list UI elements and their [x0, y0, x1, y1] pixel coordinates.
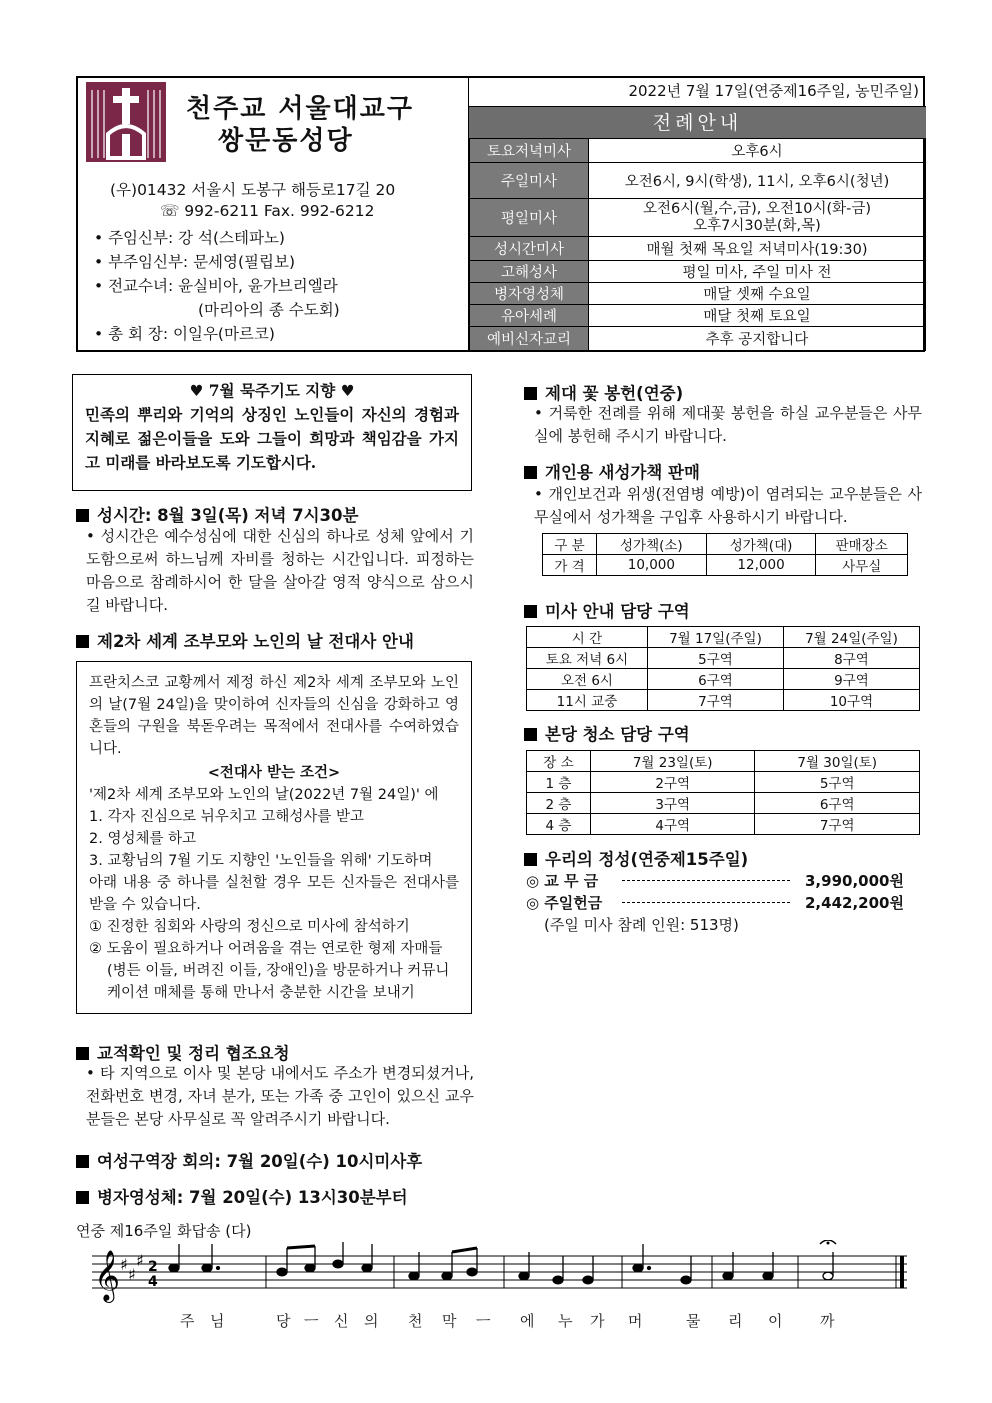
offering-sunday-value: 2,442,200원: [805, 894, 904, 912]
bullet-square-icon: [524, 853, 537, 866]
bullet-square-icon: [76, 635, 89, 648]
cell: 6구역: [755, 793, 920, 814]
lyric: 물: [686, 1312, 701, 1330]
option-1: ① 진정한 침회와 사랑의 정신으로 미사에 참석하기: [89, 919, 410, 935]
row-value: 매달 셋째 수요일: [589, 283, 926, 305]
attendance-note: (주일 미사 참례 인원: 513명): [544, 916, 739, 934]
indulgence-then: 아래 내용 중 하나를 실천할 경우 모든 신자들은 전대사를 받을 수 있습니다.: [89, 875, 459, 913]
row-value: 추후 공지합니다: [589, 327, 926, 351]
bulletin-date: 2022년 7월 17일(연중제16주일, 농민주일): [628, 82, 919, 100]
row-key: 평일미사: [470, 199, 589, 237]
cell: 11시 교중: [527, 690, 648, 711]
mass-guide-heading: [524, 598, 690, 622]
cell: 오전 6시: [527, 669, 648, 690]
mass-guide-heading-text: 미사 안내 담당 구역: [545, 602, 690, 621]
lyric: 의: [364, 1312, 379, 1330]
holy-hour-text: • 성시간은 예수성심에 대한 신심의 하나로 성체 앞에서 기도함으로써 하느님께 자비를 청하는 시간입니다. 피정하는 마음으로 참례하시어 한 달을 살아갈 영적 양식으로 삼으시길 바랍니다.: [86, 527, 474, 614]
lyric: 당: [276, 1312, 291, 1330]
staff-priest: • 주임신부: 강 석(스테파노): [94, 229, 285, 247]
option-2: ② 도움이 필요하거나 어려움을 겪는 연로한 형제 자매들(병든 이들, 버려진 이들, 장애인)을 방문하거나 커뮤니케이션 매체를 통해 만나서 충분한 시간을 보내기: [89, 941, 450, 1001]
hymnal-heading: [524, 459, 700, 483]
flowers-text: • 거룩한 전례를 위해 제대꽃 봉헌을 하실 교우분들은 사무실에 봉헌해 주시기 바랍니다.: [534, 404, 922, 445]
bullet-square-icon: [76, 1155, 89, 1168]
offering-tithe-value: 3,990,000원: [805, 872, 904, 890]
cell: 7구역: [755, 814, 920, 835]
condition-2: 2. 영성체를 하고: [89, 831, 197, 847]
row-value: 매월 첫째 목요일 저녁미사(19:30): [589, 237, 926, 261]
cell: 8구역: [783, 648, 919, 669]
svg-text:2: 2: [148, 1259, 158, 1275]
svg-text:♯: ♯: [136, 1251, 144, 1270]
row-key: 토요저녁미사: [470, 139, 589, 163]
cell: 5구역: [755, 772, 920, 793]
row-value-line2: 오후7시30분(화,목): [693, 217, 821, 234]
cell: 4구역: [590, 814, 755, 835]
row-value-line1: 오전6시(월,수,금), 오전10시(화-금): [642, 200, 872, 217]
lyric: 님: [210, 1312, 225, 1330]
row-value: [589, 199, 926, 237]
lyric: 머: [628, 1312, 643, 1330]
row-value: 오후6시: [589, 139, 926, 163]
hymnal-heading-text: 개인용 새성가책 판매: [545, 463, 700, 482]
offering-heading-text: 우리의 정성(연중제15주일): [545, 850, 749, 869]
condition-1: 1. 각자 진심으로 뉘우치고 고해성사를 받고: [89, 809, 364, 825]
row-value: 매달 첫째 토요일: [589, 305, 926, 327]
row-key: 고해성사: [470, 261, 589, 283]
bullet-square-icon: [76, 1047, 89, 1060]
lyric: 에: [520, 1312, 535, 1330]
psalm-title: 연중 제16주일 화답송 (다): [76, 1222, 252, 1240]
row-key: 유아세례: [470, 305, 589, 327]
row-key: 병자영성체: [470, 283, 589, 305]
cell: 7월 30일(토): [755, 751, 920, 772]
bullet-square-icon: [76, 509, 89, 522]
parish-line2: 쌍문동성당: [218, 126, 354, 156]
svg-text:♯: ♯: [128, 1265, 136, 1284]
cell: 1 층: [527, 772, 591, 793]
cell: 사무실: [816, 555, 908, 576]
meeting-heading: [76, 1148, 422, 1172]
row-key: 예비신자교리: [470, 327, 589, 351]
staff-assistant: • 부주임신부: 문세영(필립보): [94, 253, 296, 271]
bulletin-header: [76, 76, 925, 352]
lyric: 주: [180, 1312, 195, 1330]
cell: 가 격: [543, 555, 597, 576]
address: (우)01432 서울시 도봉구 해등로17길 20: [110, 181, 396, 199]
mass-guide-table: [526, 626, 920, 711]
records-heading-text: 교적확인 및 정리 협조요청: [97, 1044, 290, 1063]
grandparents-heading: [76, 628, 414, 652]
indulgence-conditions-title: <전대사 받는 조건>: [207, 765, 341, 781]
cell: 3구역: [590, 793, 755, 814]
cleaning-heading: [524, 721, 690, 745]
staff-president: • 총 회 장: 이일우(마르코): [94, 325, 275, 343]
bullet-square-icon: [524, 728, 537, 741]
parish-line1: 천주교 서울대교구: [186, 94, 414, 124]
cell: 성가책(대): [706, 534, 816, 555]
cell: 12,000: [706, 555, 816, 576]
row-value: 평일 미사, 주일 미사 전: [589, 261, 926, 283]
row-value: 오전6시, 9시(학생), 11시, 오후6시(청년): [589, 163, 926, 199]
cell: 5구역: [647, 648, 783, 669]
lyric: ㅡ: [304, 1312, 319, 1330]
prayer-text: 민족의 뿌리와 기억의 상징인 노인들이 자신의 경험과 지혜로 젊은이들을 도와 그들이 희망과 책임감을 가지고 미래를 바라보도록 기도합시다.: [85, 405, 459, 472]
lyric: 천: [408, 1312, 423, 1330]
prayer-intention-box: [72, 374, 472, 491]
offering-heading: [524, 846, 748, 870]
cleaning-table: [526, 750, 920, 835]
cell: 구 분: [543, 534, 597, 555]
leader-line: [622, 902, 790, 903]
holy-hour-heading-text: 성시간: 8월 3일(목) 저녁 7시30분: [97, 506, 359, 525]
lyric: 리: [728, 1312, 743, 1330]
bullet-square-icon: [524, 466, 537, 479]
flowers-heading: [524, 380, 683, 404]
sick-communion-heading: [76, 1184, 408, 1208]
lyric: 신: [334, 1312, 349, 1330]
hymnal-text: • 개인보건과 위생(전염병 예방)이 염려되는 교우분들은 사무실에서 성가책을 구입후 사용하시기 바랍니다.: [534, 485, 922, 526]
lyric: 이: [768, 1312, 783, 1330]
cell: 성가책(소): [597, 534, 707, 555]
staff-order: (마리아의 종 수도회): [198, 301, 340, 319]
lyric: 누: [558, 1312, 573, 1330]
cell: 2 층: [527, 793, 591, 814]
cell: 6구역: [647, 669, 783, 690]
indulgence-box: [76, 661, 472, 1014]
records-text: • 타 지역으로 이사 및 본당 내에서도 주소가 변경되셨거나, 전화번호 변경, 자녀 분가, 또는 가족 중 고인이 있으신 교우분들은 본당 사무실로 꼭 알려주시기 바랍니다.: [86, 1064, 474, 1128]
bullet-square-icon: [524, 387, 537, 400]
hymnal-price-table: [542, 533, 908, 576]
lyric: 가: [590, 1312, 605, 1330]
cell: 4 층: [527, 814, 591, 835]
row-key: 주일미사: [470, 163, 589, 199]
cell: 토요 저녁 6시: [527, 648, 648, 669]
svg-text:𝄞: 𝄞: [94, 1250, 121, 1301]
liturgy-table: [469, 138, 926, 351]
lyric: ㅡ: [476, 1312, 491, 1330]
sick-communion-text: 병자영성체: 7월 20일(수) 13시30분부터: [97, 1188, 408, 1207]
phone: ☏ 992-6211 Fax. 992-6212: [160, 202, 375, 220]
lyric: 막: [442, 1312, 457, 1330]
cell: 10구역: [783, 690, 919, 711]
liturgy-title: 전례안내: [469, 106, 926, 138]
flowers-heading-text: 제대 꽃 봉헌(연중): [545, 384, 684, 403]
cell: 7구역: [647, 690, 783, 711]
indulgence-conditions-sub: '제2차 세계 조부모와 노인의 날(2022년 7월 24일)' 에: [89, 787, 439, 803]
cell: 10,000: [597, 555, 707, 576]
lyric: 까: [820, 1312, 835, 1330]
bullet-square-icon: [76, 1191, 89, 1204]
bullet-square-icon: [524, 605, 537, 618]
meeting-text: 여성구역장 회의: 7월 20일(수) 10시미사후: [97, 1152, 423, 1171]
cell: 판매장소: [816, 534, 908, 555]
holy-hour-heading: [76, 502, 358, 526]
records-heading: [76, 1040, 290, 1064]
offering-sunday-label: ◎ 주일헌금: [526, 894, 603, 912]
liturgy-panel: [468, 78, 925, 350]
grandparents-heading-text: 제2차 세계 조부모와 노인의 날 전대사 안내: [97, 632, 414, 651]
prayer-title: ♥ 7월 묵주기도 지향 ♥: [189, 381, 355, 400]
cell: 시 간: [527, 627, 648, 648]
cell: 7월 24일(주일): [783, 627, 919, 648]
cell: 7월 17일(주일): [647, 627, 783, 648]
cell: 7월 23일(토): [590, 751, 755, 772]
staff-sisters: • 전교수녀: 윤실비아, 윤가브리엘라: [94, 277, 338, 295]
indulgence-intro: 프란치스코 교황께서 제정 하신 제2차 세계 조부모와 노인의 날(7월 24일)을 맞이하여 신자들의 신심을 강화하고 영혼들의 구원을 북돋우려는 목적에서 전대사를 수여하였습니다.: [89, 675, 459, 757]
cleaning-heading-text: 본당 청소 담당 구역: [545, 725, 690, 744]
parish-logo-icon: [86, 82, 166, 162]
cell: 장 소: [527, 751, 591, 772]
svg-text:4: 4: [148, 1274, 158, 1290]
offering-tithe-label: ◎ 교 무 금: [526, 872, 599, 890]
leader-line: [622, 880, 790, 881]
cell: 2구역: [590, 772, 755, 793]
row-key: 성시간미사: [470, 237, 589, 261]
svg-text:♯: ♯: [120, 1255, 128, 1274]
cell: 9구역: [783, 669, 919, 690]
condition-3: 3. 교황님의 7월 기도 지향인 '노인들을 위해' 기도하며: [89, 853, 433, 869]
